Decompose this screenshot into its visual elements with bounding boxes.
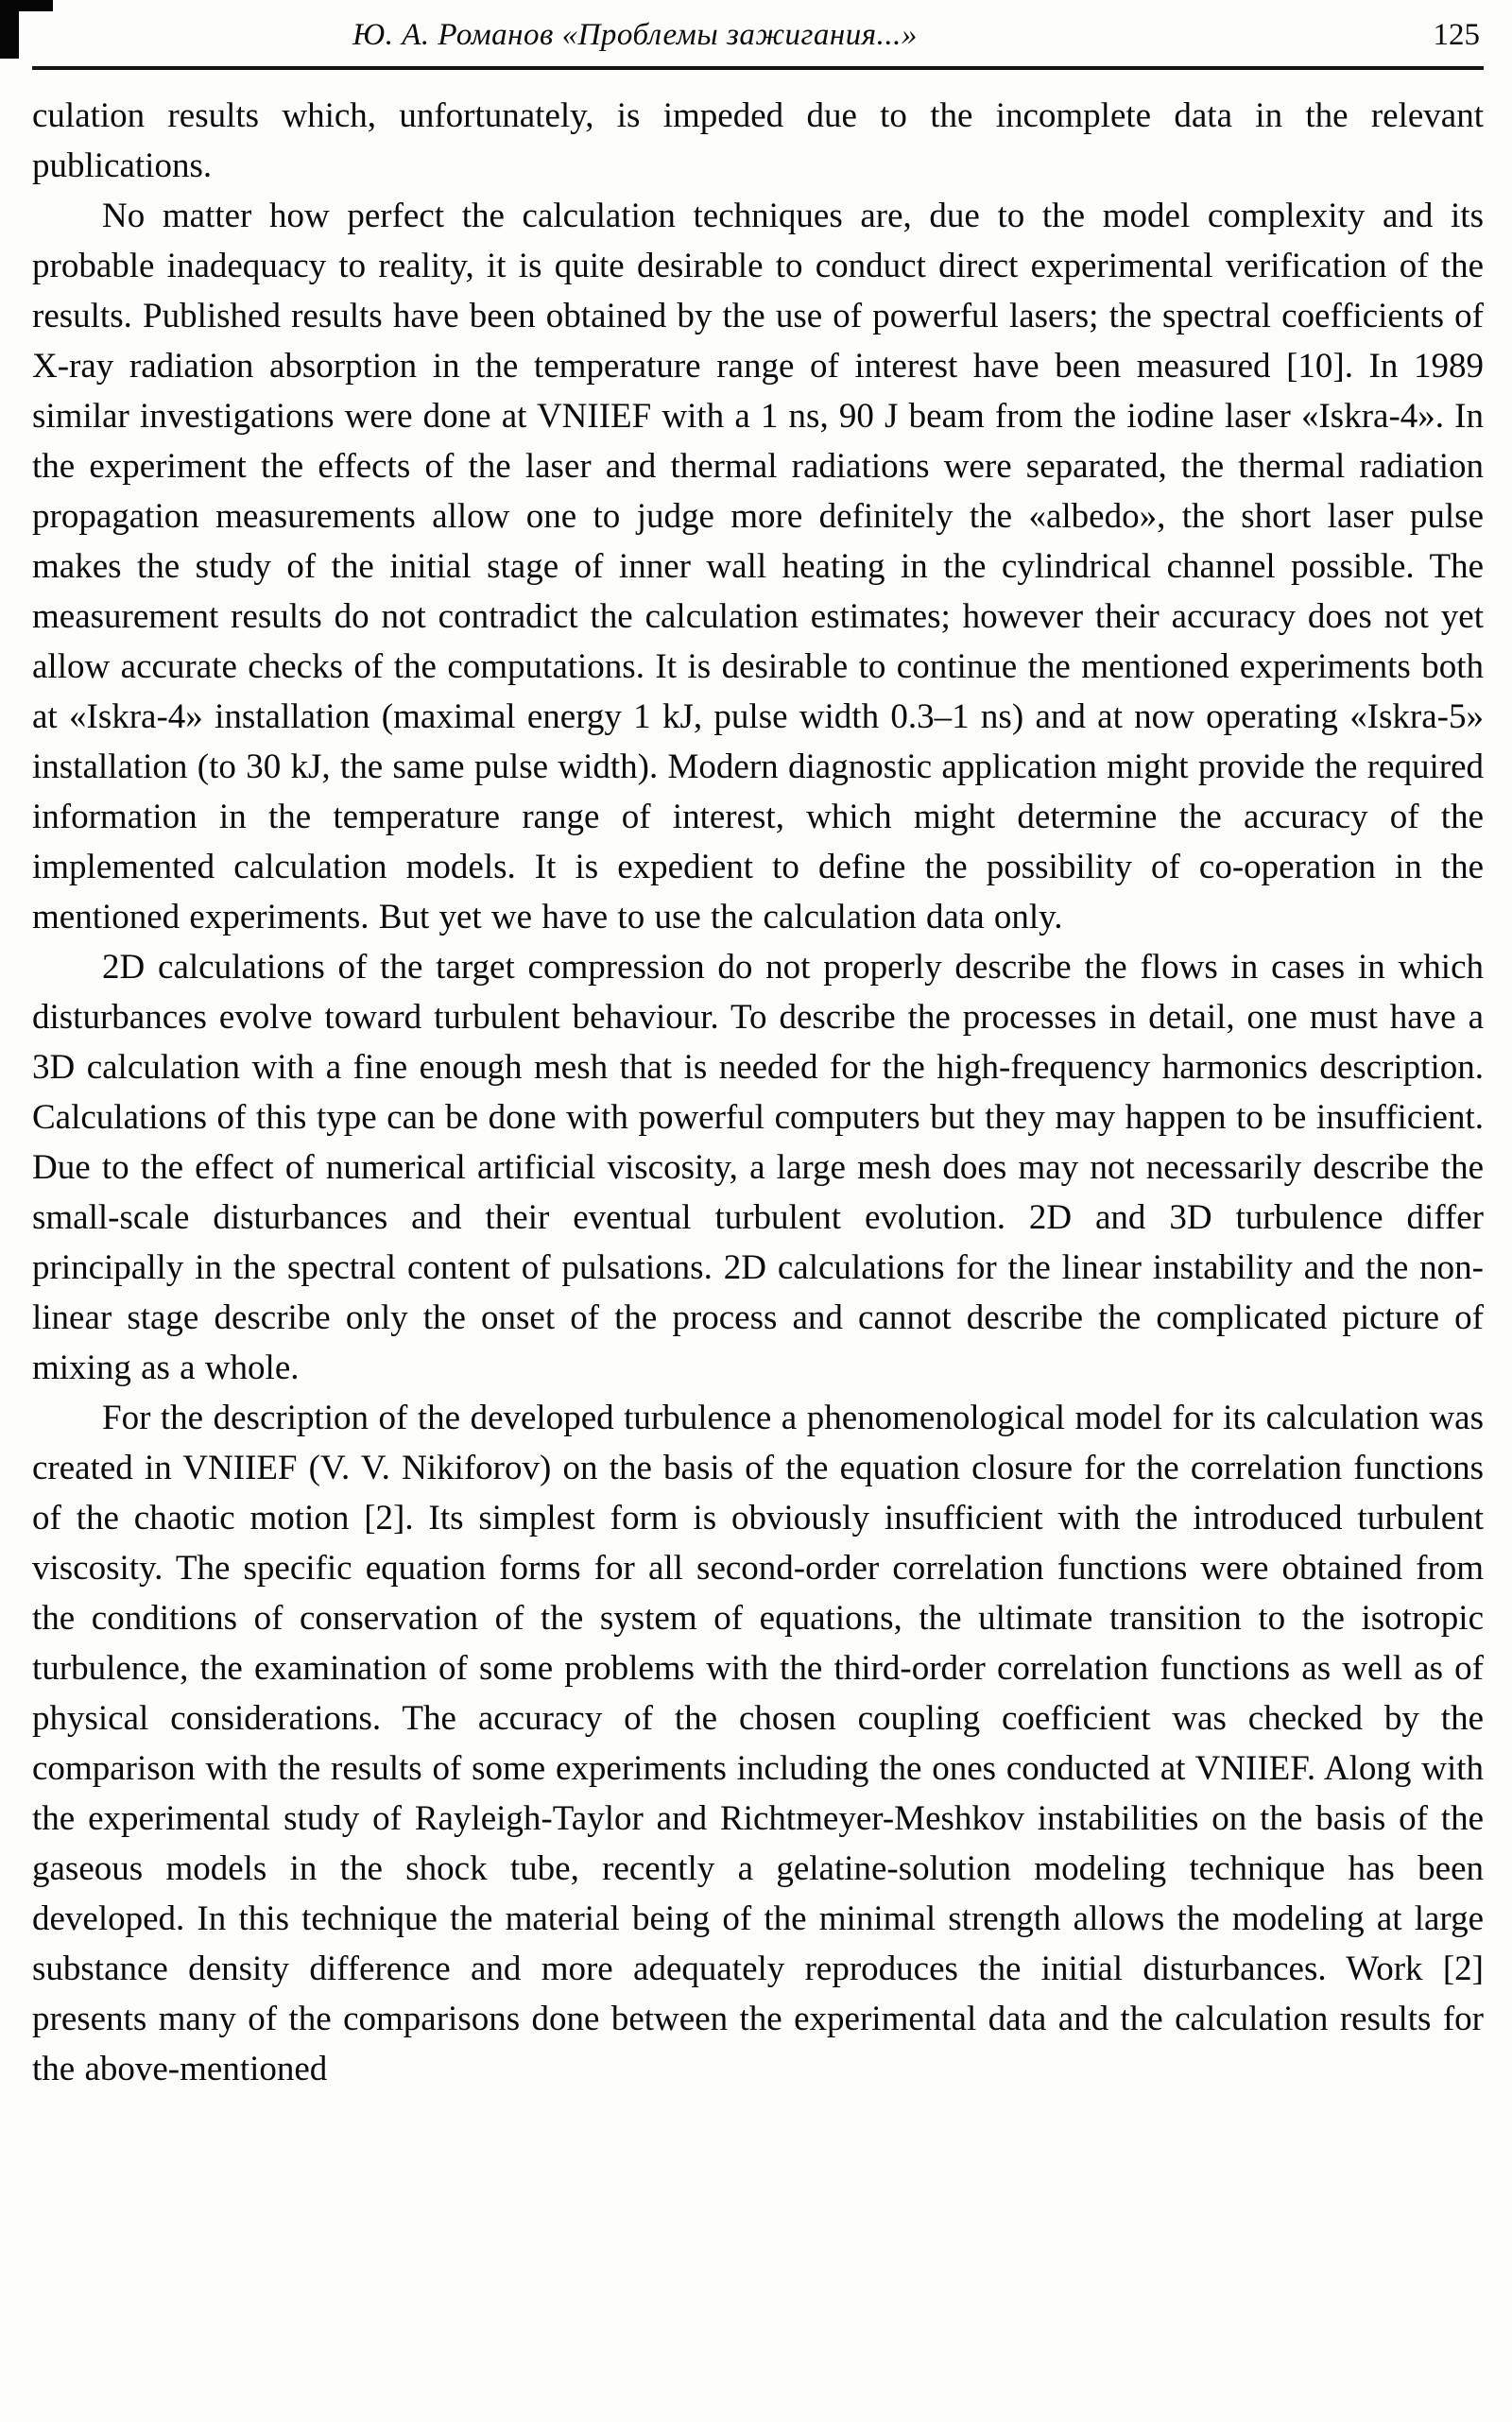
- paragraph: For the description of the developed turbulence a phenomenological model for its calculation was created in VNIIEF (V. V. Nikiforov) on the basis of the equation closure for the correlation functions of the chaotic motion [2]. Its simplest form is obviously insufficient with the introduced turbulent viscosity. The specific equation forms for all second-order correlation functions were obtained from the conditions of conservation of the system of equations, the ultimate transition to the isotropic turbulence, the examination of some problems with the third-order correlation functions as well as of physical considerations. The accuracy of the chosen coupling coefficient was checked by the comparison with the results of some experiments including the ones conducted at VNIIEF. Along with the experimental study of Rayleigh-Taylor and Richtmeyer-Meshkov instabilities on the basis of the gaseous models in the shock tube, recently a gelatine-solution modeling technique has been developed. In this technique the material being of the minimal strength allows the modeling at large substance density difference and more adequately reproduces the initial disturbances. Work [2] presents many of the comparisons done between the experimental data and the calculation results for the above-mentioned: [32, 1399, 1484, 2088]
- paragraph: culation results which, unfortunately, is impeded due to the incomplete data in the relevant publications.: [32, 96, 1484, 185]
- header-rule: [32, 66, 1484, 70]
- paragraph: No matter how perfect the calculation techniques are, due to the model complexity and its probable inadequacy to reality, it is quite desirable to conduct direct experimental verification of the results. Published results have been obtained by the use of powerful lasers; the spectral coefficients of X-ray radiation absorption in the temperature range of interest have been measured [10]. In 1989 similar investigations were done at VNIIEF with a 1 ns, 90 J beam from the iodine laser «Iskra-4». In the experiment the effects of the laser and thermal radiations were separated, the thermal radiation propagation measurements allow one to judge more definitely the «albedo», the short laser pulse makes the study of the initial stage of inner wall heating in the cylindrical channel possible. The measurement results do not contradict the calculation estimates; however their accuracy does not yet allow accurate checks of the computations. It is desirable to continue the mentioned experiments both at «Iskra-4» installation (maximal energy 1 kJ, pulse width 0.3–1 ns) and at now operating «Iskra-5» installation (to 30 kJ, the same pulse width). Modern diagnostic application might provide the required information in the temperature range of interest, which might determine the accuracy of the implemented calculation models. It is expedient to define the possibility of co-operation in the mentioned experiments. But yet we have to use the calculation data only.: [32, 197, 1484, 936]
- page-header: [32, 13, 1484, 57]
- running-title: Ю. А. Романов «Проблемы зажигания...»: [352, 18, 918, 52]
- paragraph: 2D calculations of the target compression do not properly describe the flows in cases in which disturbances evolve toward turbulent behaviour. To describe the processes in detail, one must have a 3D calculation with a fine enough mesh that is needed for the high-frequency harmonics description. Calculations of this type can be done with powerful computers but they may happen to be insufficient. Due to the effect of numerical artificial viscosity, a large mesh does may not necessarily describe the small-scale disturbances and their eventual turbulent evolution. 2D and 3D turbulence differ principally in the spectral content of pulsations. 2D calculations for the linear instability and the non-linear stage describe only the onset of the process and cannot describe the complicated picture of mixing as a whole.: [32, 948, 1484, 1387]
- page-number: 125: [1433, 18, 1480, 52]
- page-body: [32, 91, 1484, 2094]
- scan-artifact: [0, 0, 53, 11]
